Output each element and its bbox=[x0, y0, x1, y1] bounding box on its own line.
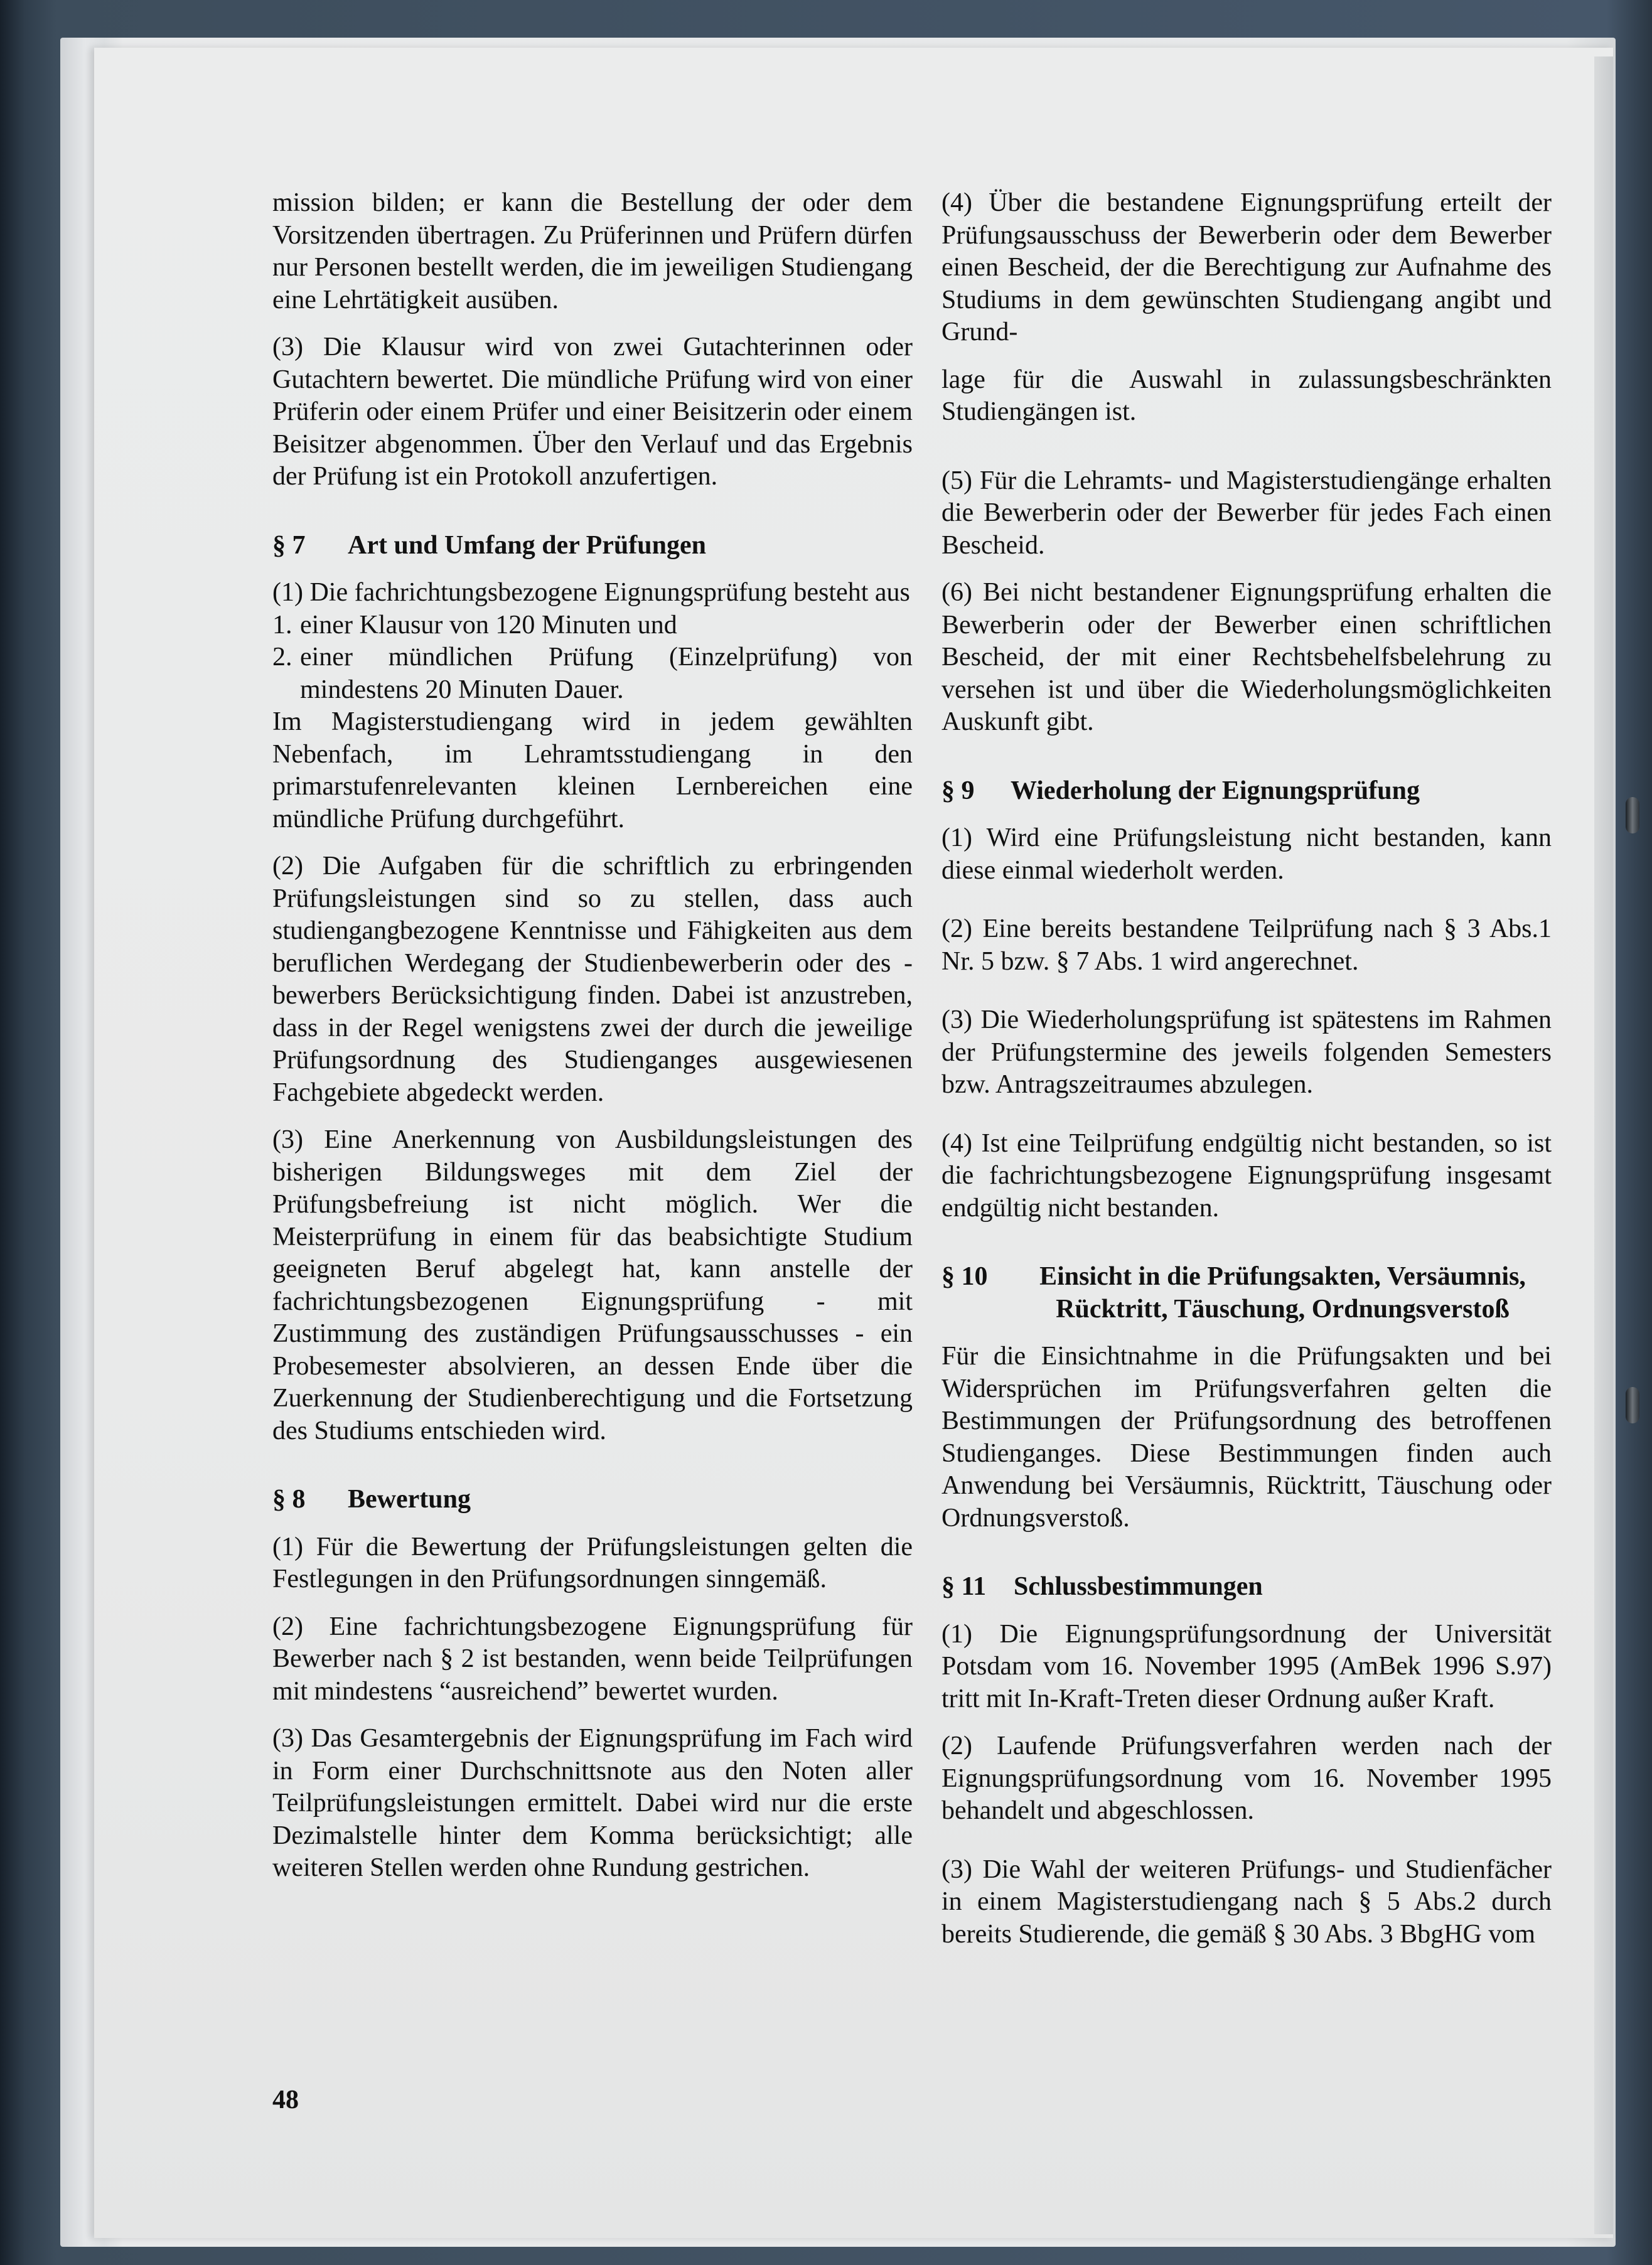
paragraph: mission bilden; er kann die Bestellung der oder dem Vorsitzenden übertragen. Zu Prüferinnen und Prüfern dürfen nur Personen bestellt werden, die im jeweiligen Studiengang eine Lehrtätigkeit ausüben. bbox=[272, 188, 913, 314]
page-edge bbox=[1594, 56, 1613, 2234]
left-column bbox=[272, 187, 913, 1885]
section-heading-10: § 10 Einsicht in die Prüfungsakten, Versäumnis, Rücktritt, Täuschung, Ordnungsverstoß bbox=[941, 1262, 1526, 1324]
list-item: 2. einer mündlichen Prüfung (Einzelprüfung) von mindestens 20 Minuten Dauer. bbox=[272, 643, 913, 704]
list-item: 1. einer Klausur von 120 Minuten und bbox=[272, 610, 677, 640]
right-column bbox=[941, 187, 1552, 1951]
paragraph: Im Magisterstudiengang wird in jedem gewählten Nebenfach, im Lehramtsstudiengang in den primarstufenrelevanten kleinen Lernbereichen eine mündliche Prüfung durchgeführt. bbox=[272, 707, 913, 833]
paragraph: lage für die Auswahl in zulassungsbeschränkten Studiengängen ist. bbox=[941, 365, 1552, 426]
paragraph: (5) Für die Lehramts- und Magisterstudiengänge erhalten die Bewerberin oder der Bewerber für jedes Fach einen Bescheid. bbox=[941, 466, 1552, 560]
paragraph: (1) Wird eine Prüfungsleistung nicht bestanden, kann diese einmal wiederholt werden. bbox=[941, 823, 1552, 885]
binding-clip-icon bbox=[1626, 1387, 1639, 1423]
section-heading-7: § 7 Art und Umfang der Prüfungen bbox=[272, 530, 706, 560]
page-number: 48 bbox=[272, 2086, 299, 2114]
paragraph: (1) Die Eignungsprüfungsordnung der Universität Potsdam vom 16. November 1995 (AmBek 1996 S.97) tritt mit In-Kraft-Treten dieser Ordnung außer Kraft. bbox=[941, 1619, 1552, 1713]
paragraph: (6) Bei nicht bestandener Eignungsprüfung erhalten die Bewerberin oder der Bewerber einen schriftlichen Bescheid, der mit einer Rechtsbehelfsbelehrung zu versehen ist und über die Wiederholungsmöglichkeiten Auskunft gibt. bbox=[941, 578, 1552, 736]
paragraph: (3) Das Gesamtergebnis der Eignungsprüfung im Fach wird in Form einer Durchschnittsnote aus den Noten aller Teilprüfungsleistungen ermittelt. Dabei wird nur die erste Dezimalstelle hinter dem Komma berücksichtigt; alle weiteren Stellen werden ohne Rundung gestrichen. bbox=[272, 1724, 913, 1882]
binding-clip-icon bbox=[1626, 797, 1639, 833]
paragraph: Für die Einsichtnahme in die Prüfungsakten und bei Widersprüchen im Prüfungsverfahren gelten die Bestimmungen der Prüfungsordnung des betroffenen Studienganges. Diese Bestimmungen finden auch Anwendung bei Versäumnis, Rücktritt, Täuschung oder Ordnungsverstoß. bbox=[941, 1342, 1552, 1533]
paragraph: (1) Die fachrichtungsbezogene Eignungsprüfung besteht aus bbox=[272, 578, 910, 607]
paragraph: (1) Für die Bewertung der Prüfungsleistungen gelten die Festlegungen in den Prüfungsordnungen sinngemäß. bbox=[272, 1532, 913, 1593]
paragraph: (3) Die Wahl der weiteren Prüfungs- und Studienfächer in einem Magisterstudiengang nach § 5 Abs.2 durch bereits Studierende, die gemäß § 30 Abs. 3 BbgHG vom bbox=[941, 1855, 1552, 1949]
paragraph: (2) Eine fachrichtungsbezogene Eignungsprüfung für Bewerber nach § 2 ist bestanden, wenn beide Teilprüfungen mit mindestens “ausreichend” bewertet wurden. bbox=[272, 1612, 913, 1706]
paragraph: (2) Eine bereits bestandene Teilprüfung nach § 3 Abs.1 Nr. 5 bzw. § 7 Abs. 1 wird angerechnet. bbox=[941, 914, 1552, 976]
paragraph: (4) Über die bestandene Eignungsprüfung erteilt der Prüfungsausschuss der Bewerberin oder dem Bewerber einen Bescheid, der die Berechtigung zur Aufnahme des Studiums in dem gewünschten Studiengang angibt und Grund- bbox=[941, 188, 1552, 346]
section-heading-8: § 8 Bewertung bbox=[272, 1485, 471, 1514]
paragraph: (3) Die Wiederholungsprüfung ist spätestens im Rahmen der Prüfungstermine des jeweils folgenden Semesters bzw. Antragszeitraumes abzulegen. bbox=[941, 1005, 1552, 1099]
section-heading-9: § 9 Wiederholung der Eignungsprüfung bbox=[941, 776, 1420, 805]
paragraph: (3) Eine Anerkennung von Ausbildungsleistungen des bisherigen Bildungsweges mit dem Ziel der Prüfungsbefreiung ist nicht möglich. Wer die Meisterprüfung in einem für das beabsichtigte Studium geeigneten Beruf abgelegt hat, kann anstelle der fachrichtungsbezogenen Eignungsprüfung - mit Zustimmung des zuständigen Prüfungsausschusses - ein Probesemester absolvieren, an dessen Ende über die Zuerkennung der Studienberechtigung und die Fortsetzung des Studiums entschieden wird. bbox=[272, 1125, 913, 1445]
paragraph: (2) Laufende Prüfungsverfahren werden nach der Eignungsprüfungsordnung vom 16. November 1995 behandelt und abgeschlossen. bbox=[941, 1732, 1552, 1825]
paragraph: (2) Die Aufgaben für die schriftlich zu erbringenden Prüfungsleistungen sind so zu stellen, dass auch studiengangbezogene Kenntnisse und Fähigkeiten aus dem beruflichen Werdegang der Studienbewerberin oder des -bewerbers Berücksichtigung finden. Dabei ist anzustreben, dass in der Regel wenigstens zwei der durch die jeweilige Prüfungsordnung des Studienganges ausgewiesenen Fachgebiete abgedeckt werden. bbox=[272, 852, 913, 1107]
paragraph: (3) Die Klausur wird von zwei Gutachterinnen oder Gutachtern bewertet. Die mündliche Prüfung wird von einer Prüferin oder einem Prüfer und einer Beisitzerin oder einem Beisitzer abgenommen. Über den Verlauf und das Ergebnis der Prüfung ist ein Protokoll anzufertigen. bbox=[272, 333, 913, 491]
section-heading-11: § 11 Schlussbestimmungen bbox=[941, 1572, 1263, 1601]
paragraph: (4) Ist eine Teilprüfung endgültig nicht bestanden, so ist die fachrichtungsbezogene Eignungsprüfung insgesamt endgültig nicht bestanden. bbox=[941, 1128, 1552, 1223]
